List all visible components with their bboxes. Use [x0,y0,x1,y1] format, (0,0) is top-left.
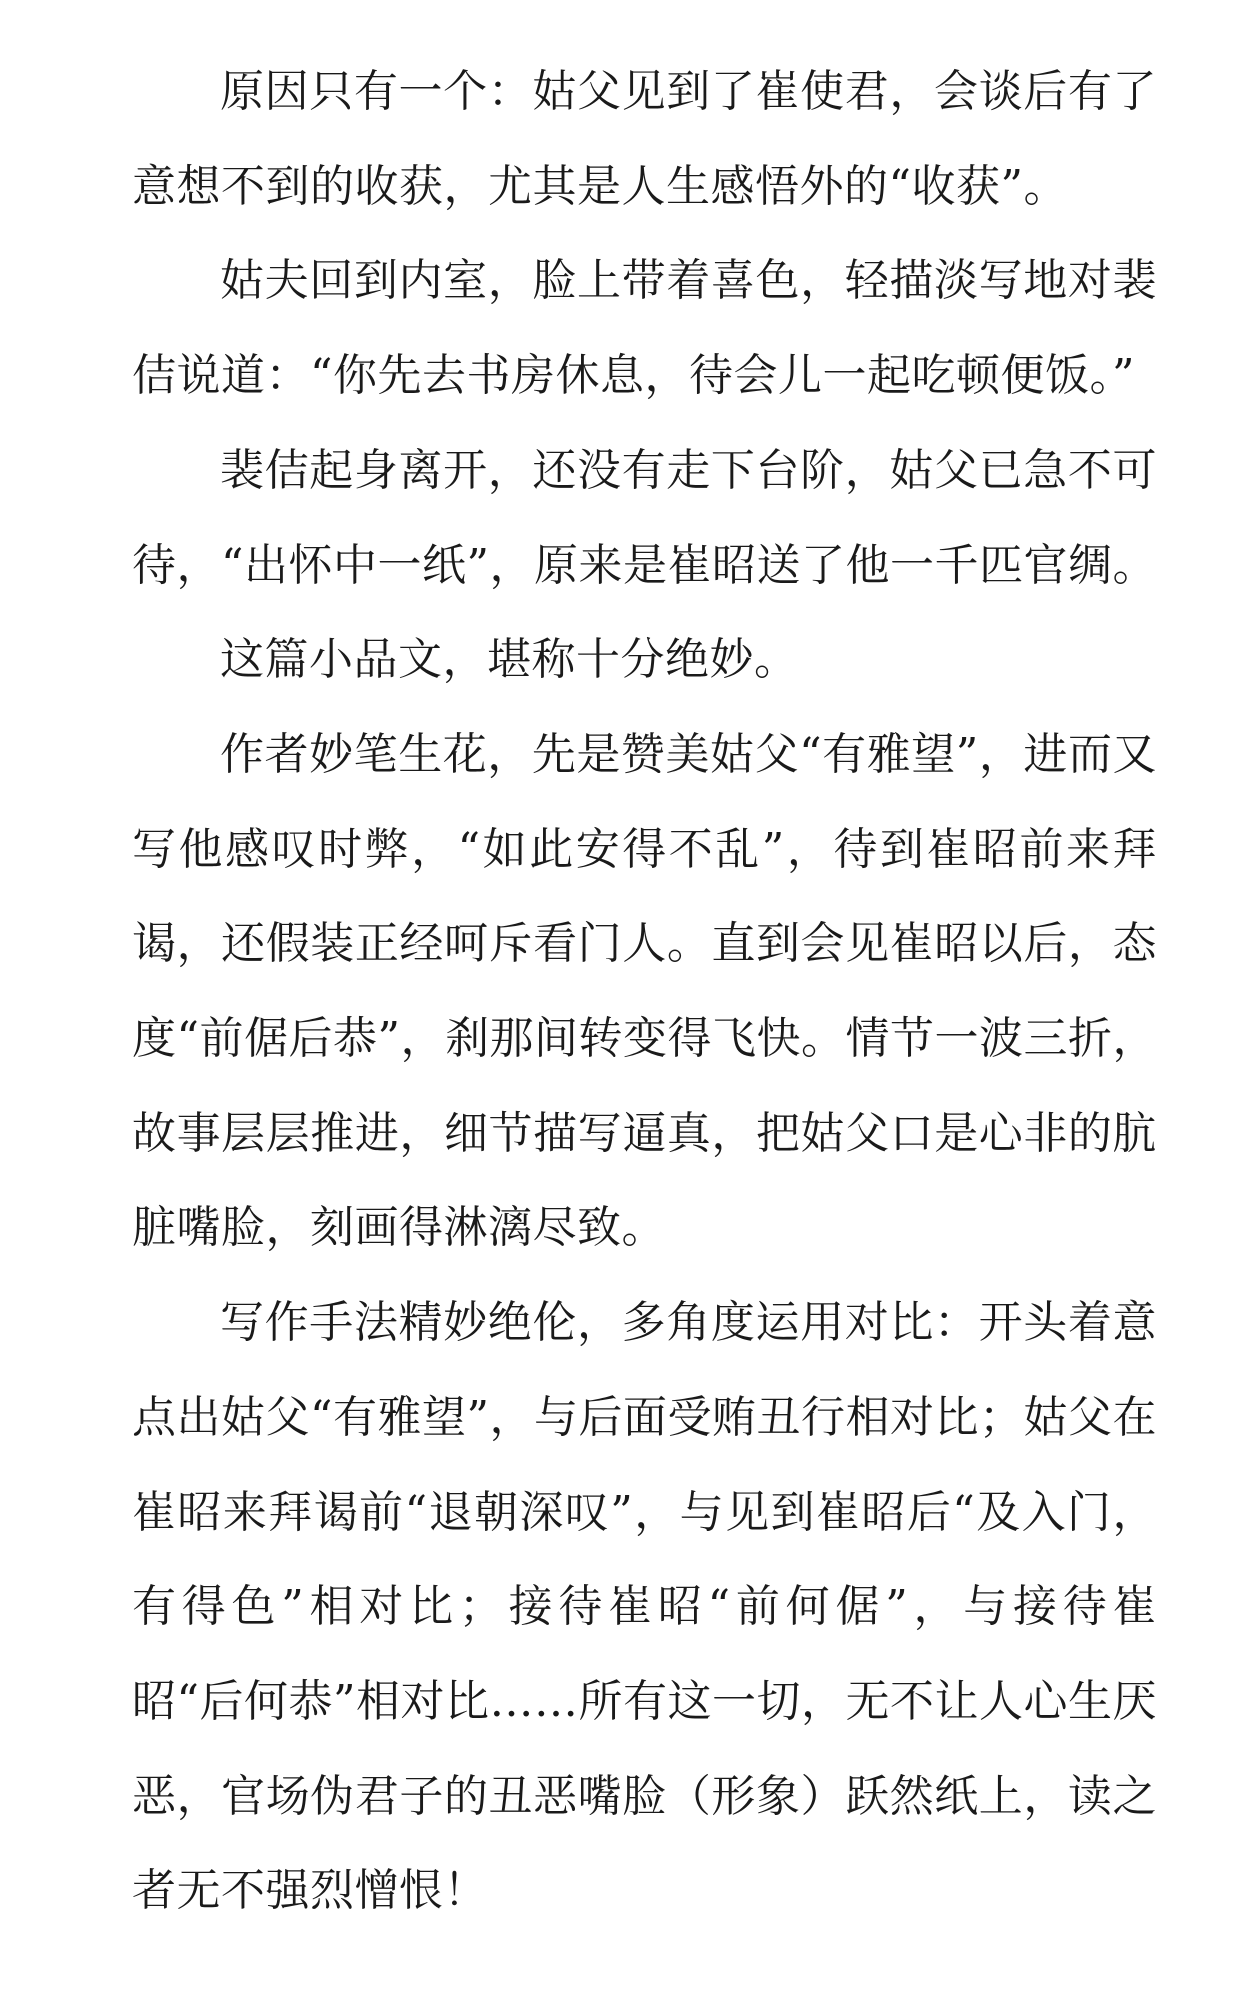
paragraph-5: 作者妙笔生花，先是赞美姑父“有雅望”，进而又写他感叹时弊，“如此安得不乱”，待到崔昭前来拜谒，还假装正经呵斥看门人。直到会见崔昭以后，态度“前倨后恭”，刹那间转变得飞快。情节一波三折，故事层层推进，细节描写逼真，把姑父口是心非的肮脏嘴脸，刻画得淋漓尽致。 [132,728,1157,1254]
paragraph-1: 原因只有一个：姑父见到了崔使君，会谈后有了意想不到的收获，尤其是人生感悟外的“收获”。 [132,66,1157,212]
paragraph-3: 裴佶起身离开，还没有走下台阶，姑父已急不可待，“出怀中一纸”，原来是崔昭送了他一千匹官绸。 [132,444,1157,591]
paragraph-6: 写作手法精妙绝伦，多角度运用对比：开头着意点出姑父“有雅望”，与后面受贿丑行相对比；姑父在崔昭来拜谒前“退朝深叹”，与见到崔昭后“及入门，有得色”相对比；接待崔昭“前何倨”，与接待崔昭“后何恭”相对比……所有这一切，无不让人心生厌恶，官场伪君子的丑恶嘴脸（形象）跃然纸上，读之者无不强烈憎恨！ [132,1297,1157,1917]
paragraph-2: 姑夫回到内室，脸上带着喜色，轻描淡写地对裴佶说道：“你先去书房休息，待会儿一起吃顿便饭。” [132,255,1157,402]
article-body [132,45,1157,1939]
paragraph-4: 这篇小品文，堪称十分绝妙。 [220,634,799,686]
